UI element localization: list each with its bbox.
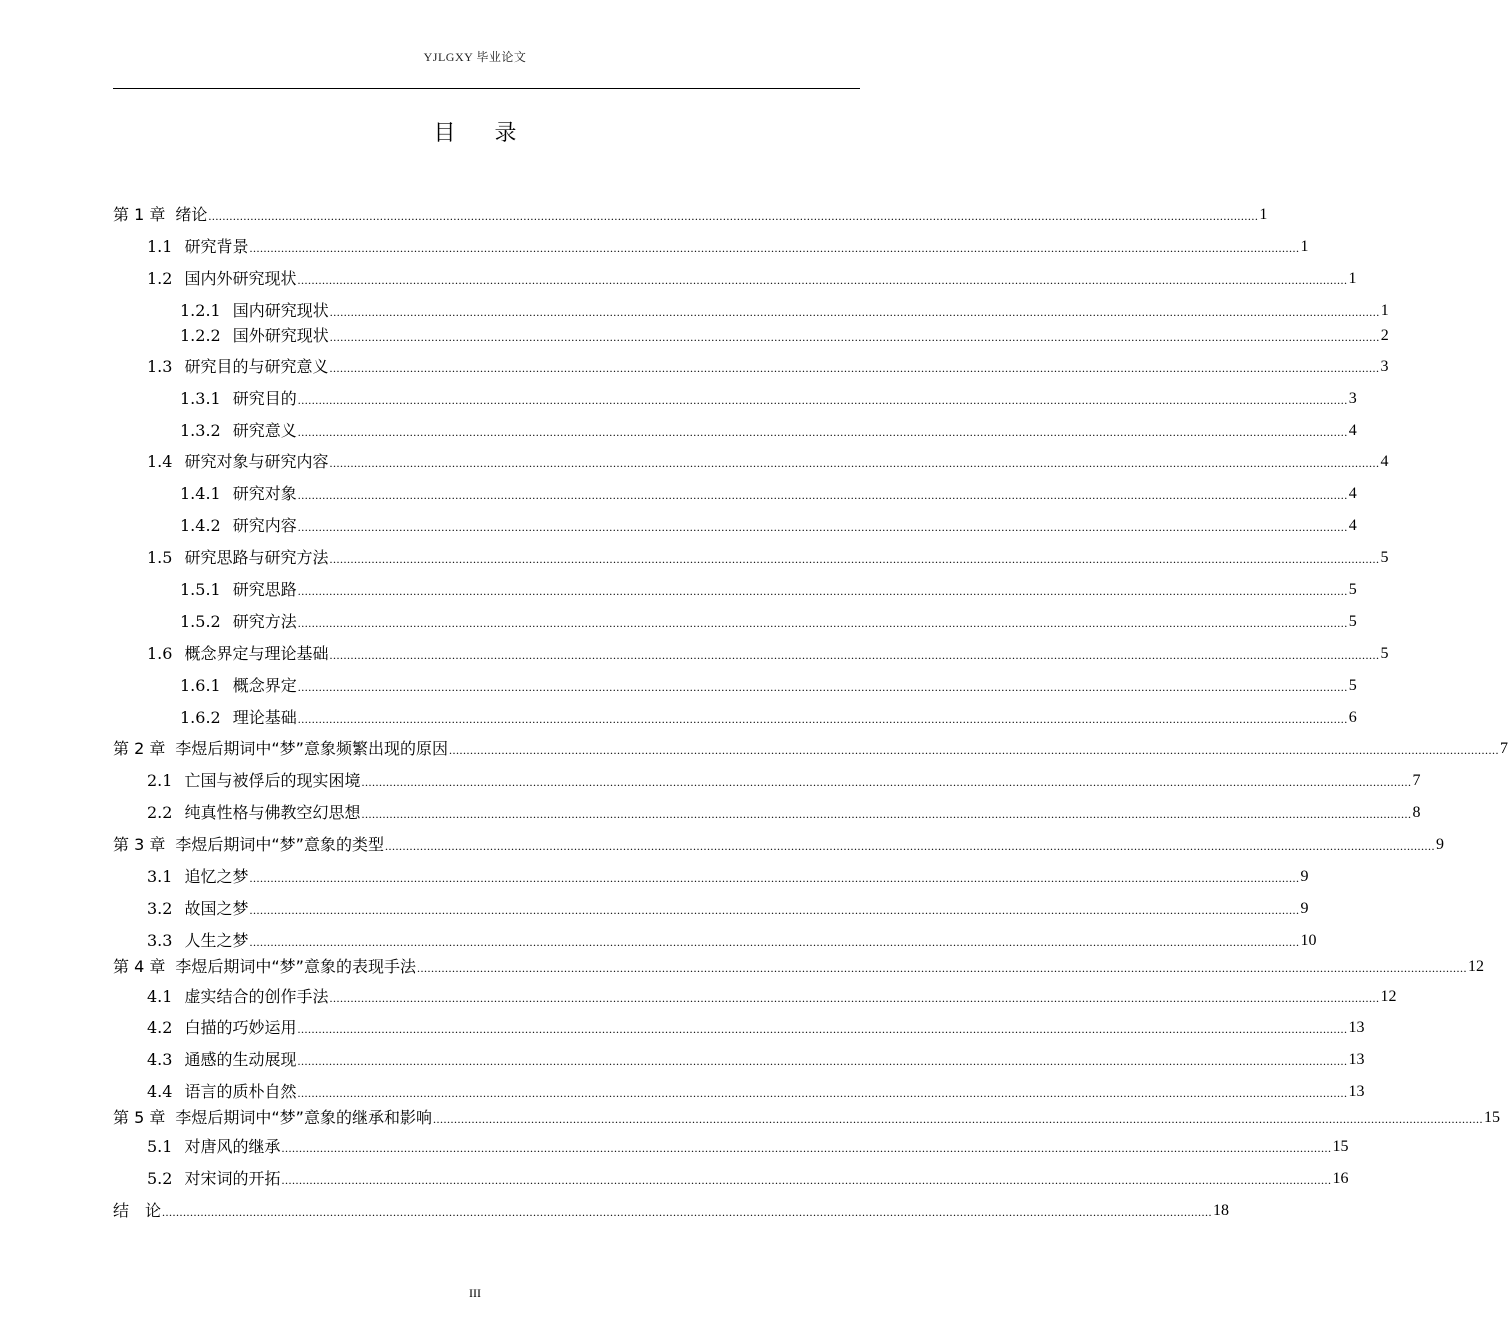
toc-entry-label: 白描的巧妙运用 [184,1018,297,1037]
toc-entry[interactable] [147,355,1389,379]
toc-entry-number: 1.2.1 [180,301,221,320]
toc-entry-number: 4.3 [147,1050,173,1069]
toc-entry[interactable] [147,865,1309,889]
toc-entry[interactable] [180,578,1357,602]
toc-dot-leader: ............................................................................................................................................................................................................................................................................................................ [432,1112,1483,1126]
toc-entry-page: 5 [1348,581,1357,598]
toc-entry[interactable] [180,419,1357,443]
toc-entry-number: 2.1 [147,771,173,790]
toc-entry-number: 5.2 [147,1169,173,1188]
toc-entry-label: 研究对象 [232,484,297,503]
toc-entry[interactable] [147,642,1389,666]
toc-entry-label: 国外研究现状 [232,326,329,345]
toc-entry-label: 对宋词的开拓 [184,1169,281,1188]
toc-entry-number: 1.4.1 [180,484,221,503]
toc-entry-label: 理论基础 [232,708,297,727]
toc-entry[interactable] [113,203,1268,227]
toc-entry-label: 李煜后期词中“梦”意象的表现手法 [175,957,416,976]
toc-dot-leader: ............................................................................................................................................................................................................................................................................................................ [281,1173,1332,1187]
toc-dot-leader: ............................................................................................................................................................................................................................................................................................................ [297,680,1348,694]
toc-entry-page: 4 [1348,485,1357,502]
toc-entry-label: 对唐风的继承 [184,1137,281,1156]
toc-entry[interactable] [147,1167,1349,1191]
toc-entry-page: 3 [1348,390,1357,407]
toc-dot-leader: ............................................................................................................................................................................................................................................................................................................ [297,393,1348,407]
toc-entry-page: 13 [1348,1083,1365,1100]
toc-entry-page: 1 [1259,206,1268,223]
toc-dot-leader: ............................................................................................................................................................................................................................................................................................................ [297,1086,1348,1100]
toc-dot-leader: ............................................................................................................................................................................................................................................................................................................ [297,488,1348,502]
toc-entry-number: 1.1 [147,237,173,256]
toc-entry-page: 15 [1332,1138,1349,1155]
toc-entry-page: 5 [1380,549,1389,566]
toc-entry-label: 国内研究现状 [232,301,329,320]
toc-dot-leader: ............................................................................................................................................................................................................................................................................................................ [416,961,1467,975]
toc-entry-number: 1.5.2 [180,612,221,631]
toc-entry-page: 7 [1499,740,1508,757]
toc-entry-label: 研究思路与研究方法 [184,548,329,567]
toc-entry-label: 研究背景 [184,237,249,256]
toc-dot-leader: ............................................................................................................................................................................................................................................................................................................ [297,584,1348,598]
toc-entry-label: 概念界定 [232,676,297,695]
toc-dot-leader: ............................................................................................................................................................................................................................................................................................................ [281,1141,1332,1155]
toc-entry-label: 人生之梦 [184,931,249,950]
toc-dot-leader: ............................................................................................................................................................................................................................................................................................................ [297,425,1348,439]
toc-entry[interactable] [147,801,1421,825]
toc-entry-number: 3.2 [147,899,173,918]
toc-entry[interactable] [180,324,1389,348]
toc-dot-leader: ............................................................................................................................................................................................................................................................................................................ [361,807,1412,821]
toc-entry-label: 概念界定与理论基础 [184,644,329,663]
toc-entry[interactable] [147,985,1397,1009]
toc-entry-number: 第 1 章 [113,205,166,224]
toc-entry-label: 研究内容 [232,516,297,535]
toc-entry[interactable] [180,610,1357,634]
toc-entry-label: 研究对象与研究内容 [184,452,329,471]
toc-entry-label: 研究意义 [232,421,297,440]
toc-dot-leader: ............................................................................................................................................................................................................................................................................................................ [208,209,1259,223]
toc-dot-leader: ............................................................................................................................................................................................................................................................................................................ [249,903,1300,917]
toc-entry[interactable] [147,769,1421,793]
running-header: YJLGXY 毕业论文 [423,50,527,64]
toc-dot-leader: ............................................................................................................................................................................................................................................................................................................ [329,361,1380,375]
toc-entry[interactable] [180,514,1357,538]
toc-entry-label: 纯真性格与佛教空幻思想 [184,803,361,822]
toc-entry[interactable] [147,546,1389,570]
toc-entry[interactable] [147,1048,1365,1072]
toc-entry[interactable] [180,482,1357,506]
toc-entry-number: 1.6.2 [180,708,221,727]
toc-entry-number: 4.2 [147,1018,173,1037]
toc-dot-leader: ............................................................................................................................................................................................................................................................................................................ [329,456,1380,470]
toc-entry-page: 6 [1348,709,1357,726]
toc-entry-page: 5 [1348,677,1357,694]
toc-entry-number: 3.1 [147,867,173,886]
toc-entry-number: 5.1 [147,1137,173,1156]
toc-entry-number: 4.1 [147,987,173,1006]
toc-entry[interactable] [113,833,1444,857]
toc-entry-label: 研究方法 [232,612,297,631]
toc-entry-label: 论 [145,1201,162,1220]
toc-entry[interactable] [147,267,1357,291]
toc-entry-page: 13 [1348,1019,1365,1036]
toc-entry[interactable] [147,450,1389,474]
toc-entry-number: 第 4 章 [113,957,166,976]
toc-dot-leader: ............................................................................................................................................................................................................................................................................................................ [329,330,1380,344]
toc-entry[interactable] [147,1080,1365,1104]
toc-entry-label: 亡国与被俘后的现实困境 [184,771,361,790]
toc-entry-label: 研究目的与研究意义 [184,357,329,376]
toc-entry[interactable] [147,235,1309,259]
page-number: III [469,1286,481,1300]
toc-entry[interactable] [180,299,1389,323]
toc-entry-page: 9 [1300,868,1309,885]
toc-dot-leader: ............................................................................................................................................................................................................................................................................................................ [448,743,1499,757]
toc-entry[interactable] [147,1016,1365,1040]
toc-entry-number: 2.2 [147,803,173,822]
toc-entry-page: 13 [1348,1051,1365,1068]
toc-entry-page: 3 [1380,358,1389,375]
toc-entry-number: 1.6 [147,644,173,663]
toc-entry-page: 10 [1300,932,1317,949]
toc-entry-page: 9 [1300,900,1309,917]
toc-entry-number: 1.5 [147,548,173,567]
toc-entry-page: 2 [1380,327,1389,344]
toc-dot-leader: ............................................................................................................................................................................................................................................................................................................ [297,616,1348,630]
toc-entry-label: 李煜后期词中“梦”意象的类型 [175,835,384,854]
toc-dot-leader: ............................................................................................................................................................................................................................................................................................................ [329,648,1380,662]
toc-entry-label: 语言的质朴自然 [184,1082,297,1101]
toc-entry-page: 7 [1412,772,1421,789]
toc-entry-number: 1.2.2 [180,326,221,345]
toc-dot-leader: ............................................................................................................................................................................................................................................................................................................ [297,273,1348,287]
toc-dot-leader: ............................................................................................................................................................................................................................................................................................................ [329,305,1380,319]
toc-entry-number: 第 2 章 [113,739,166,758]
toc-entry[interactable] [147,897,1309,921]
toc-entry-number: 1.3 [147,357,173,376]
toc-dot-leader: ............................................................................................................................................................................................................................................................................................................ [249,871,1300,885]
toc-entry-number: 1.4 [147,452,173,471]
toc-dot-leader: ............................................................................................................................................................................................................................................................................................................ [249,241,1300,255]
toc-entry-number: 1.6.1 [180,676,221,695]
toc-entry-number: 结 [113,1201,130,1220]
toc-entry-number: 1.2 [147,269,173,288]
toc-entry-page: 1 [1300,238,1309,255]
toc-entry[interactable] [113,955,1484,979]
toc-entry-page: 4 [1348,517,1357,534]
toc-dot-leader: ............................................................................................................................................................................................................................................................................................................ [297,1054,1348,1068]
toc-entry-number: 1.5.1 [180,580,221,599]
toc-dot-leader: ............................................................................................................................................................................................................................................................................................................ [329,991,1380,1005]
toc-entry-label: 李煜后期词中“梦”意象的继承和影响 [175,1108,432,1127]
toc-entry-page: 5 [1348,613,1357,630]
toc-entry-number: 1.4.2 [180,516,221,535]
toc-dot-leader: ............................................................................................................................................................................................................................................................................................................ [297,712,1348,726]
toc-dot-leader: ............................................................................................................................................................................................................................................................................................................ [162,1205,1213,1219]
toc-entry[interactable] [147,1135,1349,1159]
toc-entry-label: 研究思路 [232,580,297,599]
toc-entry-label: 追忆之梦 [184,867,249,886]
toc-entry-number: 第 5 章 [113,1108,166,1127]
toc-entry-label: 故国之梦 [184,899,249,918]
toc-entry-page: 12 [1467,958,1484,975]
toc-entry-page: 16 [1332,1170,1349,1187]
toc-dot-leader: ............................................................................................................................................................................................................................................................................................................ [249,935,1300,949]
toc-entry-page: 4 [1348,422,1357,439]
toc-entry[interactable] [180,706,1357,730]
toc-entry[interactable] [147,929,1317,953]
toc-entry-label: 研究目的 [232,389,297,408]
toc-entry-page: 5 [1380,645,1389,662]
toc-entry-label: 绪论 [175,205,208,224]
toc-dot-leader: ............................................................................................................................................................................................................................................................................................................ [297,1022,1348,1036]
toc-entry-label: 虚实结合的创作手法 [184,987,329,1006]
toc-dot-leader: ............................................................................................................................................................................................................................................................................................................ [384,839,1435,853]
toc-entry-number: 4.4 [147,1082,173,1101]
toc-entry-number: 第 3 章 [113,835,166,854]
toc-entry-number: 3.3 [147,931,173,950]
toc-entry-label: 李煜后期词中“梦”意象频繁出现的原因 [175,739,448,758]
toc-entry-page: 18 [1213,1202,1230,1219]
toc-entry-number: 1.3.2 [180,421,221,440]
toc-entry-page: 12 [1380,988,1397,1005]
toc-entry-page: 8 [1412,804,1421,821]
toc-entry[interactable] [113,1199,1230,1223]
toc-entry-label: 国内外研究现状 [184,269,297,288]
toc-dot-leader: ............................................................................................................................................................................................................................................................................................................ [361,775,1412,789]
toc-entry-page: 1 [1380,302,1389,319]
toc-entry[interactable] [113,737,1508,761]
toc-entry-label: 通感的生动展现 [184,1050,297,1069]
toc-entry-page: 4 [1380,453,1389,470]
toc-dot-leader: ............................................................................................................................................................................................................................................................................................................ [297,520,1348,534]
toc-entry-number: 1.3.1 [180,389,221,408]
toc-entry[interactable] [180,387,1357,411]
toc-entry-page: 15 [1483,1109,1500,1126]
toc-title: 目 录 [433,121,533,146]
toc-entry-page: 9 [1435,836,1444,853]
toc-entry[interactable] [113,1106,1500,1130]
toc-dot-leader: ............................................................................................................................................................................................................................................................................................................ [329,552,1380,566]
toc-entry-page: 1 [1348,270,1357,287]
toc-entry[interactable] [180,674,1357,698]
